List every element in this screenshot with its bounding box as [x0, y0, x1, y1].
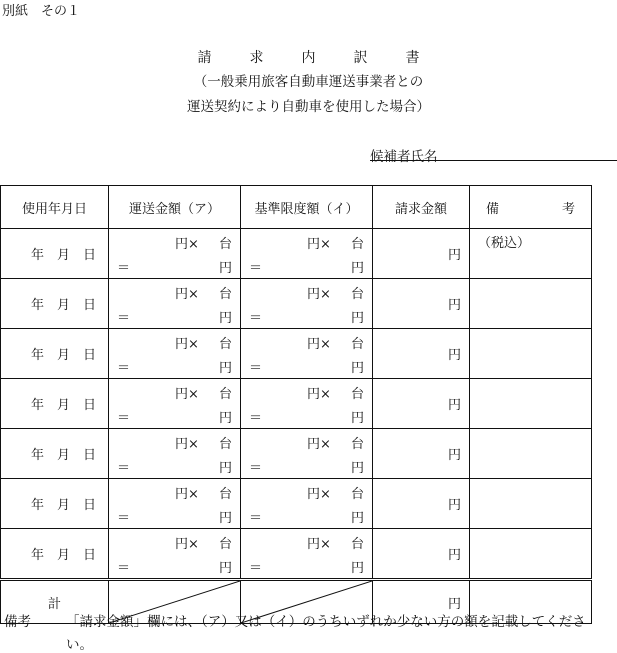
yen-unit: 円	[350, 510, 364, 526]
remarks-cell[interactable]	[470, 379, 592, 429]
limit-cell[interactable]	[241, 279, 373, 329]
remarks-cell[interactable]	[470, 479, 592, 529]
transport-fee-cell[interactable]	[109, 529, 241, 580]
yen-times: 円×	[307, 536, 331, 552]
yen-times: 円×	[307, 436, 331, 452]
yen-times: 円×	[175, 536, 199, 552]
date-cell[interactable]	[1, 329, 109, 379]
day-unit: 日	[82, 548, 96, 563]
equals-sign: ＝	[117, 410, 131, 426]
yen-times: 円×	[307, 336, 331, 352]
yen-unit: 円	[218, 460, 232, 476]
yen-unit: 円	[350, 260, 364, 276]
year-unit: 年	[31, 498, 45, 513]
remark-text-cont: い。	[66, 637, 93, 653]
header-limit: 基準限度額（イ）	[241, 186, 373, 229]
remarks-cell[interactable]	[470, 329, 592, 379]
yen-times: 円×	[307, 236, 331, 252]
limit-cell[interactable]	[241, 379, 373, 429]
title-char: 訳	[353, 50, 368, 66]
transport-fee-cell[interactable]	[109, 329, 241, 379]
yen-unit: 円	[218, 360, 232, 376]
month-unit: 月	[56, 248, 70, 263]
claim-cell[interactable]	[373, 279, 470, 329]
yen-unit: 円	[350, 560, 364, 576]
subtitle-line-2: 運送契約により自動車を使用した場合）	[187, 99, 430, 115]
title-char: 内	[301, 50, 316, 66]
yen-times: 円×	[175, 236, 199, 252]
claim-cell[interactable]	[373, 479, 470, 529]
year-unit: 年	[31, 298, 45, 313]
equals-sign: ＝	[249, 560, 263, 576]
table-row	[1, 329, 592, 379]
year-unit: 年	[31, 348, 45, 363]
day-unit: 日	[82, 248, 96, 263]
date-cell[interactable]	[1, 379, 109, 429]
yen-unit: 円	[350, 360, 364, 376]
yen-unit: 円	[447, 548, 461, 563]
yen-unit: 円	[218, 310, 232, 326]
yen-unit: 円	[447, 398, 461, 413]
yen-unit: 円	[447, 448, 461, 463]
equals-sign: ＝	[249, 460, 263, 476]
yen-unit: 円	[350, 460, 364, 476]
equals-sign: ＝	[117, 560, 131, 576]
claim-cell[interactable]	[373, 429, 470, 479]
yen-unit: 円	[350, 410, 364, 426]
yen-unit: 円	[218, 410, 232, 426]
equals-sign: ＝	[117, 510, 131, 526]
transport-fee-cell[interactable]	[109, 429, 241, 479]
header-claim: 請求金額	[373, 186, 470, 229]
month-unit: 月	[56, 448, 70, 463]
day-unit: 日	[82, 348, 96, 363]
month-unit: 月	[56, 398, 70, 413]
title-char: 求	[249, 50, 264, 66]
limit-cell[interactable]	[241, 229, 373, 279]
tax-included-note: （税込）	[478, 236, 531, 251]
yen-unit: 円	[218, 260, 232, 276]
table-header-row	[1, 186, 592, 229]
remarks-cell[interactable]	[470, 229, 592, 279]
limit-cell[interactable]	[241, 529, 373, 580]
header-remarks-a: 備	[486, 201, 500, 217]
units-unit: 台	[218, 436, 232, 452]
yen-unit: 円	[218, 560, 232, 576]
yen-times: 円×	[175, 336, 199, 352]
year-unit: 年	[31, 448, 45, 463]
month-unit: 月	[56, 548, 70, 563]
month-unit: 月	[56, 498, 70, 513]
header-transport-fee: 運送金額（ア）	[109, 186, 241, 229]
yen-unit: 円	[447, 498, 461, 513]
units-unit: 台	[218, 236, 232, 252]
equals-sign: ＝	[249, 360, 263, 376]
units-unit: 台	[350, 236, 364, 252]
yen-times: 円×	[307, 486, 331, 502]
units-unit: 台	[218, 486, 232, 502]
month-unit: 月	[56, 298, 70, 313]
header-date: 使用年月日	[1, 186, 109, 229]
units-unit: 台	[350, 536, 364, 552]
date-cell[interactable]	[1, 429, 109, 479]
units-unit: 台	[350, 286, 364, 302]
equals-sign: ＝	[249, 410, 263, 426]
document-title	[0, 47, 617, 67]
table-row	[1, 279, 592, 329]
units-unit: 台	[218, 536, 232, 552]
year-unit: 年	[31, 548, 45, 563]
claim-breakdown-table	[0, 185, 592, 624]
yen-times: 円×	[307, 386, 331, 402]
equals-sign: ＝	[117, 360, 131, 376]
day-unit: 日	[82, 498, 96, 513]
table-row	[1, 379, 592, 429]
units-unit: 台	[218, 286, 232, 302]
yen-times: 円×	[175, 286, 199, 302]
year-unit: 年	[31, 248, 45, 263]
limit-cell[interactable]	[241, 429, 373, 479]
units-unit: 台	[350, 336, 364, 352]
remarks-cell[interactable]	[470, 529, 592, 580]
yen-times: 円×	[175, 486, 199, 502]
transport-fee-cell[interactable]	[109, 479, 241, 529]
remark-text: 「請求金額」欄には、（ア）又は（イ）のうちいずれか少ない方の額を記載してくださ	[66, 614, 586, 630]
claim-cell[interactable]	[373, 379, 470, 429]
yen-unit: 円	[447, 298, 461, 313]
day-unit: 日	[82, 398, 96, 413]
date-cell[interactable]	[1, 279, 109, 329]
units-unit: 台	[218, 336, 232, 352]
title-char: 書	[405, 50, 420, 66]
limit-cell[interactable]	[241, 329, 373, 379]
units-unit: 台	[350, 486, 364, 502]
remark-line-1	[4, 610, 586, 630]
units-unit: 台	[218, 386, 232, 402]
date-cell[interactable]	[1, 479, 109, 529]
header-remarks	[470, 186, 592, 229]
table-row	[1, 229, 592, 279]
equals-sign: ＝	[117, 310, 131, 326]
transport-fee-cell[interactable]	[109, 229, 241, 279]
transport-fee-cell[interactable]	[109, 279, 241, 329]
candidate-name-label: 候補者氏名	[370, 149, 438, 165]
date-cell[interactable]	[1, 229, 109, 279]
units-unit: 台	[350, 386, 364, 402]
day-unit: 日	[82, 298, 96, 313]
date-cell[interactable]	[1, 529, 109, 580]
equals-sign: ＝	[249, 510, 263, 526]
year-unit: 年	[31, 398, 45, 413]
yen-unit: 円	[350, 310, 364, 326]
yen-unit: 円	[218, 510, 232, 526]
table-row	[1, 529, 592, 580]
yen-times: 円×	[175, 436, 199, 452]
equals-sign: ＝	[117, 260, 131, 276]
header-remarks-b: 考	[561, 201, 575, 217]
total-claim-yen[interactable]: 円	[373, 580, 470, 624]
table-row	[1, 479, 592, 529]
table-row	[1, 429, 592, 479]
claim-cell[interactable]	[373, 229, 470, 279]
units-unit: 台	[350, 436, 364, 452]
remarks-cell[interactable]	[470, 429, 592, 479]
total-label: 計	[1, 580, 109, 624]
equals-sign: ＝	[249, 310, 263, 326]
yen-times: 円×	[175, 386, 199, 402]
attachment-label: 別紙 その１	[2, 4, 81, 19]
claim-cell[interactable]	[373, 529, 470, 580]
equals-sign: ＝	[117, 460, 131, 476]
remarks-cell[interactable]	[470, 279, 592, 329]
subtitle-line-1: （一般乗用旅客自動車運送事業者との	[193, 74, 424, 90]
yen-unit: 円	[447, 348, 461, 363]
remark-label: 備考	[4, 614, 31, 630]
title-char: 請	[197, 50, 212, 66]
claim-cell[interactable]	[373, 329, 470, 379]
month-unit: 月	[56, 348, 70, 363]
candidate-name-line	[370, 160, 617, 161]
yen-unit: 円	[447, 248, 461, 263]
yen-times: 円×	[307, 286, 331, 302]
limit-cell[interactable]	[241, 479, 373, 529]
equals-sign: ＝	[249, 260, 263, 276]
day-unit: 日	[82, 448, 96, 463]
transport-fee-cell[interactable]	[109, 379, 241, 429]
